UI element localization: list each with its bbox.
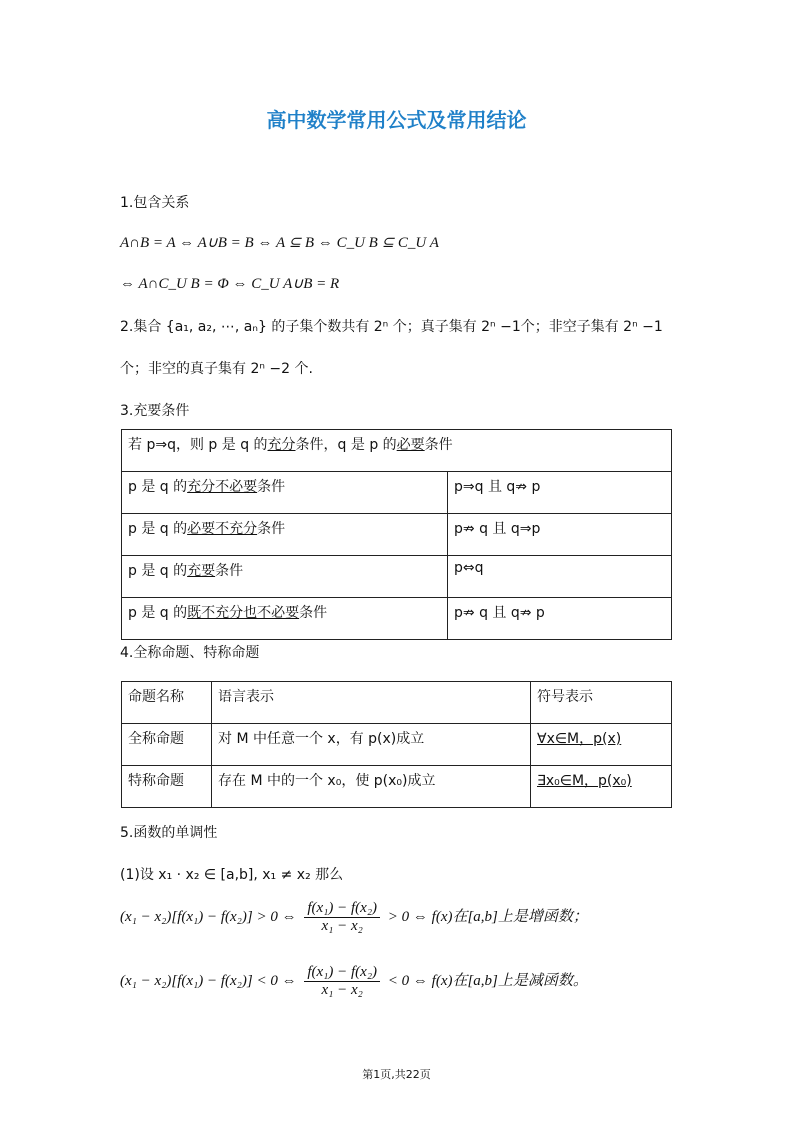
section-3-heading: 3.充要条件 <box>120 403 190 419</box>
table-cell: 存在 M 中的一个 x₀，使 p(x₀)成立 <box>212 766 531 808</box>
condition-table <box>121 429 672 640</box>
formula-increasing: (x₁ − x₂)[f(x₁) − f(x₂)] > 0 ⇔ $\frac{\text{f(x₁) − f(x₂)}}{\text{x₁ − x₂}}$ > 0 ⇔ f(x)在[a,b]上是增函数； <box>120 900 588 934</box>
table-cell: p⇒q 且 q⇏ p <box>448 472 672 514</box>
page-title: 高中数学常用公式及常用结论 <box>266 108 527 132</box>
section-5-heading: 5.函数的单调性 <box>120 825 218 841</box>
formula-inclusion-2: ⇔ A∩C_U B = Φ ⇔ C_U A∪B = R <box>120 276 340 292</box>
formula-decreasing: (x₁ − x₂)[f(x₁) − f(x₂)] < 0 ⇔ $\frac{\text{f(x₁) − f(x₂)}}{\text{x₁ − x₂}}$ < 0 ⇔ f(x)在[a,b]上是减函数。 <box>120 964 588 998</box>
table-row <box>122 766 672 808</box>
table-cell: p 是 q 的充分不必要条件 <box>122 472 448 514</box>
formula-inclusion-1: A∩B = A ⇔ A∪B = B ⇔ A ⊆ B ⇔ C_U B ⊆ C_U A <box>120 235 439 251</box>
table-row <box>122 556 672 598</box>
table-row <box>122 514 672 556</box>
section-2-line-2: 个；非空的真子集有 2ⁿ −2 个. <box>120 361 313 377</box>
table-row <box>122 430 672 472</box>
section-4-heading: 4.全称命题、特称命题 <box>120 645 260 661</box>
table-row <box>122 724 672 766</box>
table-cell: p⇔q <box>448 556 672 598</box>
table-cell: p⇏ q 且 q⇏ p <box>448 598 672 640</box>
table-header: 命题名称 <box>122 682 212 724</box>
monotonic-condition: (1)设 x₁ · x₂ ∈ [a,b], x₁ ≠ x₂ 那么 <box>120 867 344 883</box>
page-footer: 第1页,共22页 <box>362 1068 431 1081</box>
table-row <box>122 598 672 640</box>
table-cell: ∀x∈M，p(x) <box>531 724 672 766</box>
table-cell: 若 p⇒q，则 p 是 q 的充分条件，q 是 p 的必要条件 <box>122 430 672 472</box>
table-cell: 全称命题 <box>122 724 212 766</box>
table-cell: ∃x₀∈M，p(x₀) <box>531 766 672 808</box>
table-header: 符号表示 <box>531 682 672 724</box>
table-header: 语言表示 <box>212 682 531 724</box>
table-cell: 特称命题 <box>122 766 212 808</box>
proposition-table <box>121 681 672 808</box>
table-row <box>122 472 672 514</box>
section-2-line-1: 2.集合 {a₁, a₂, ⋯, aₙ} 的子集个数共有 2ⁿ 个；真子集有 2ⁿ −1个；非空子集有 2ⁿ −1 <box>120 319 663 335</box>
table-row <box>122 682 672 724</box>
table-cell: 对 M 中任意一个 x，有 p(x)成立 <box>212 724 531 766</box>
section-1-heading: 1.包含关系 <box>120 195 190 211</box>
table-cell: p⇏ q 且 q⇒p <box>448 514 672 556</box>
table-cell: p 是 q 的必要不充分条件 <box>122 514 448 556</box>
table-cell: p 是 q 的既不充分也不必要条件 <box>122 598 448 640</box>
table-cell: p 是 q 的充要条件 <box>122 556 448 598</box>
